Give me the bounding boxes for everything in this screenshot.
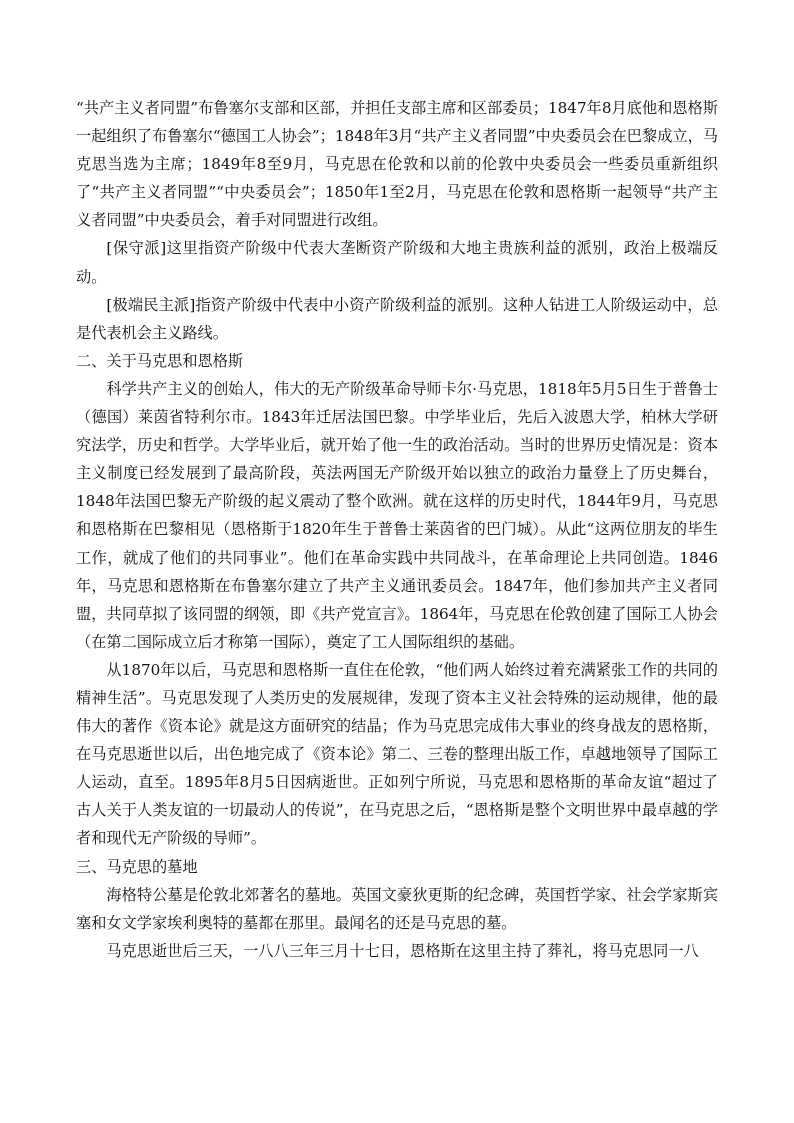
section-heading-marx-engels: 二、关于马克思和恩格斯	[76, 351, 244, 370]
section-heading-marx-grave: 三、马克思的墓地	[76, 857, 198, 876]
paragraph-marx-biography: 科学共产主义的创始人，伟大的无产阶级革命导师卡尔·马克思，1818年5月5日生于普鲁士（德国）莱茵省特利尔市。1843年迁居法国巴黎。中学毕业后，先后入波恩大学，柏林大学研究法学，历史和哲学。大学毕业后，就开始了他一生的政治活动。当时的世界历史情况是：资本主义制度已经发展到了最高阶段，英法两国无产阶级开始以独立的政治力量登上了历史舞台，1848年法国巴黎无产阶级的起义震动了整个欧洲。就在这样的历史时代，1844年9月，马克思和恩格斯在巴黎相见（恩格斯于1820年生于普鲁士莱茵省的巴门城）。从此“这两位朋友的毕生工作，就成了他们的共同事业”。他们在革命实践中共同战斗，在革命理论上共同创造。1846年，马克思和恩格斯在布鲁塞尔建立了共产主义通讯委员会。1847年，他们参加共产主义者同盟，共同草拟了该同盟的纲领，即《共产党宣言》。1864年，马克思在伦敦创建了国际工人协会（在第二国际成立后才称第一国际），奠定了工人国际组织的基础。	[76, 379, 718, 651]
paragraph-friendship: 从1870年以后，马克思和恩格斯一直住在伦敦，“他们两人始终过着充满紧张工作的共同的精神生活”。马克思发现了人类历史的发展规律，发现了资本主义社会特殊的运动规律，他的最伟大的著作《资本论》就是这方面研究的结晶；作为马克思完成伟大事业的终身战友的恩格斯，在马克思逝世以后，出色地完成了《资本论》第二、三卷的整理出版工作，卓越地领导了国际工人运动，直至。1895年8月5日因病逝世。正如列宁所说，马克思和恩格斯的革命友谊“超过了古人关于人类友谊的一切最动人的传说”，在马克思之后，“恩格斯是整个文明世界中最卓越的学者和现代无产阶级的导师”。	[76, 660, 718, 848]
paragraph-communist-league: “共产主义者同盟”布鲁塞尔支部和区部，并担任支部主席和区部委员；1847年8月底他和恩格斯一起组织了布鲁塞尔“德国工人协会”；1848年3月“共产主义者同盟”中央委员会在巴黎成立，马克思当选为主席；1849年8至9月，马克思在伦敦和以前的伦敦中央委员会一些委员重新组织了“共产主义者同盟”“中央委员会”；1850年1至2月，马克思在伦敦和恩格斯一起领导“共产主义者同盟”中央委员会，着手对同盟进行改组。	[76, 99, 718, 230]
paragraph-highgate-cemetery: 海格特公墓是伦敦北郊著名的墓地。英国文豪狄更斯的纪念碑，英国哲学家、社会学家斯宾塞和女文学家埃利奥特的墓都在那里。最闻名的还是马克思的墓。	[76, 885, 718, 932]
paragraph-funeral: 马克思逝世后三天，一八八三年三月十七日，恩格斯在这里主持了葬礼，将马克思同一八	[106, 941, 699, 960]
paragraph-radical-democrats-note: [极端民主派]指资产阶级中代表中小资产阶级利益的派别。这种人钻进工人阶级运动中，总是代表机会主义路线。	[76, 295, 718, 342]
document-page	[76, 94, 718, 965]
paragraph-conservatives-note: [保守派]这里指资产阶级中代表大垄断资产阶级和大地主贵族利益的派别，政治上极端反动。	[76, 239, 718, 286]
